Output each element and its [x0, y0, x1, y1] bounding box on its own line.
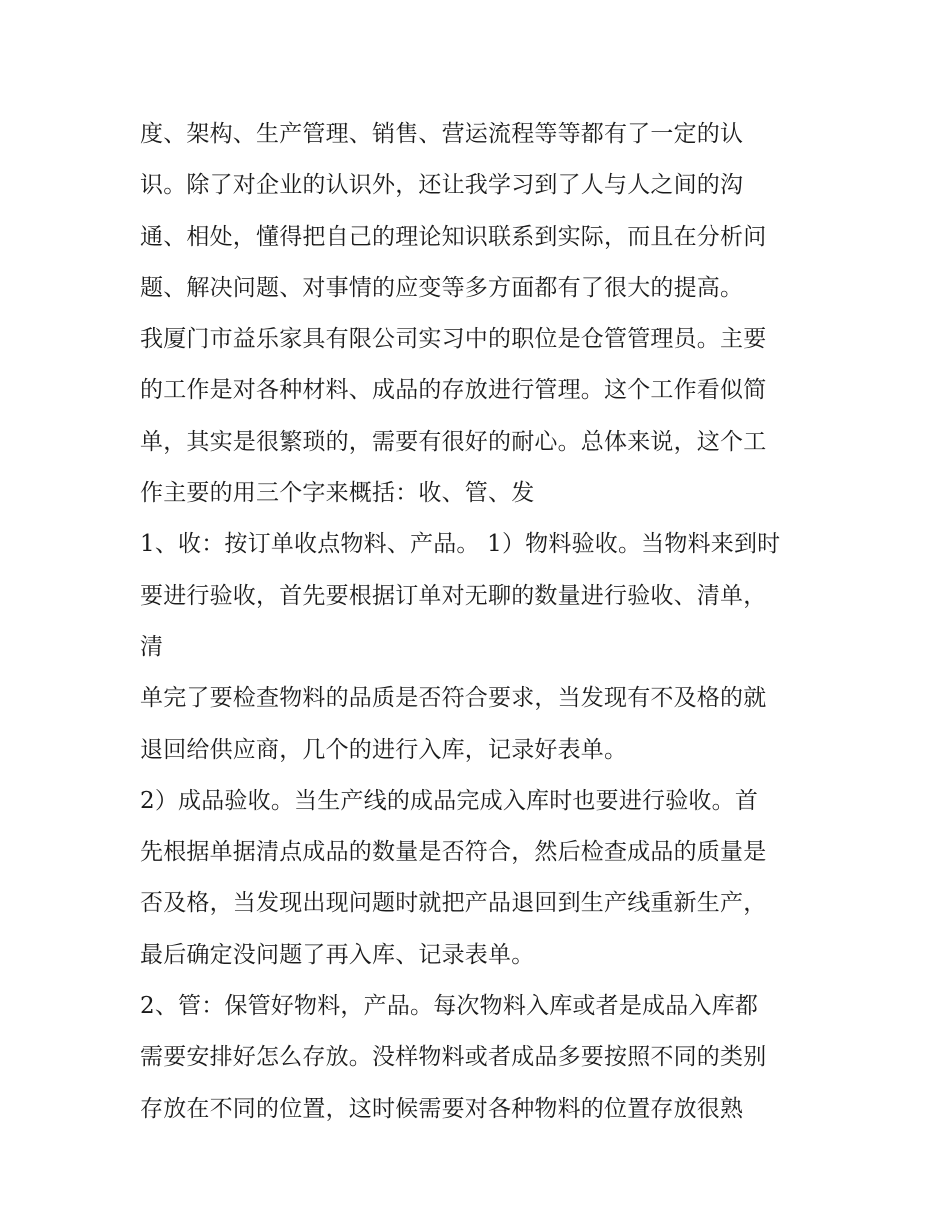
- text-line: 通、相处，懂得把自己的理论知识联系到实际，而且在分析问: [140, 223, 767, 250]
- text-line: 要进行验收，首先要根据订单对无聊的数量进行验收、清单，: [140, 582, 767, 609]
- text-line: 单，其实是很繁琐的，需要有很好的耐心。总体来说，这个工: [140, 428, 767, 455]
- text-line: 题、解决问题、对事情的应变等多方面都有了很大的提高。: [140, 274, 744, 301]
- text-line: 的工作是对各种材料、成品的存放进行管理。这个工作看似简: [140, 377, 767, 404]
- text-line: 1、收：按订单收点物料、产品。 1）物料验收。当物料来到时: [140, 531, 781, 558]
- text-line: 先根据单据清点成品的数量是否符合，然后检查成品的质量是: [140, 839, 767, 866]
- text-line: 识。除了对企业的认识外，还让我学习到了人与人之间的沟: [140, 172, 744, 199]
- text-line: 作主要的用三个字来概括：收、管、发: [140, 480, 535, 507]
- text-line: 最后确定没问题了再入库、记录表单。: [140, 941, 535, 968]
- text-line: 单完了要检查物料的品质是否符合要求，当发现有不及格的就: [140, 685, 767, 712]
- body-text: [140, 109, 830, 1135]
- text-line: 2、管：保管好物料，产品。每次物料入库或者是成品入库都: [140, 993, 759, 1020]
- text-line: 需要安排好怎么存放。没样物料或者成品多要按照不同的类别: [140, 1044, 767, 1071]
- text-line: 退回给供应商，几个的进行入库，记录好表单。: [140, 736, 628, 763]
- text-line: 存放在不同的位置，这时候需要对各种物料的位置存放很熟: [140, 1095, 744, 1122]
- text-line: 我厦门市益乐家具有限公司实习中的职位是仓管管理员。主要: [140, 326, 767, 353]
- text-line: 度、架构、生产管理、销售、营运流程等等都有了一定的认: [140, 121, 744, 147]
- text-line: 清: [140, 633, 164, 660]
- text-line: 2）成品验收。当生产线的成品完成入库时也要进行验收。首: [140, 787, 759, 814]
- text-line: 否及格，当发现出现问题时就把产品退回到生产线重新生产，: [140, 890, 767, 917]
